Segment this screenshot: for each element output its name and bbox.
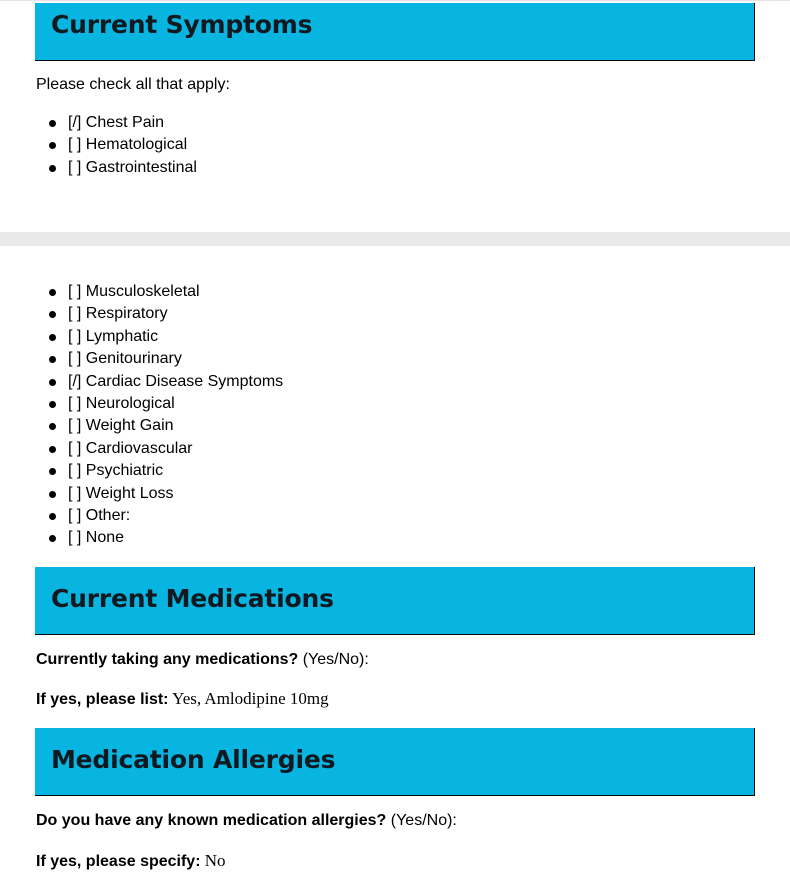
list-item [0,281,283,303]
section-header-medication-allergies [35,728,755,796]
section-title: Current Symptoms [51,10,313,39]
question-label: Currently taking any medications? [36,651,299,668]
bullet-icon [49,401,56,408]
list-item [0,348,283,370]
list-item-label: [ ] Neurological [68,394,175,412]
list-item [0,157,197,179]
answer-text: Yes, Amlodipine 10mg [168,689,329,708]
list-item-label: [ ] Gastrointestinal [68,158,197,176]
list-item-label: [ ] Weight Loss [68,484,174,502]
list-item [0,438,283,460]
list-item [0,505,283,527]
list-item [0,134,197,156]
question-label: Do you have any known medication allergies? [36,812,387,829]
symptoms-instruction: Please check all that apply: [36,76,230,93]
medications-list-question [36,689,329,709]
section-title: Current Medications [51,584,334,613]
bullet-icon [49,535,56,542]
list-item [0,303,283,325]
list-item-label: [ ] Cardiovascular [68,439,193,457]
answer-text: No [200,851,226,870]
bullet-icon [49,446,56,453]
list-item-label: [ ] Lymphatic [68,327,159,345]
list-item [0,527,283,549]
list-item-label: [/] Chest Pain [68,114,165,131]
bullet-icon [49,334,56,341]
list-item-label: [ ] Weight Gain [68,417,174,435]
list-item [0,371,283,393]
bullet-icon [49,356,56,363]
question-label: If yes, please list: [36,691,169,708]
allergies-specify-question [36,851,226,871]
section-title: Medication Allergies [51,745,336,774]
list-item-label: [ ] Genitourinary [68,350,182,368]
bullet-icon [49,289,56,296]
section-header-current-symptoms [35,3,755,61]
symptoms-checklist-continued [0,281,283,550]
list-item [0,415,283,437]
medications-question [36,651,369,669]
bullet-icon [49,120,56,127]
list-item-label: [ ] Hematological [68,136,188,154]
page-separator [0,232,790,246]
question-label: If yes, please specify: [36,853,201,870]
list-item [0,483,283,505]
bullet-icon [49,491,56,498]
list-item-label: [ ] Other: [68,506,131,524]
bullet-icon [49,311,56,318]
list-item [0,112,197,134]
list-item-label: [ ] None [68,529,125,547]
question-hint: (Yes/No): [386,812,457,829]
document-page-1 [0,0,790,233]
document-page-2 [0,246,790,888]
bullet-icon [49,142,56,149]
symptoms-checklist [0,112,197,179]
list-item-label: [ ] Respiratory [68,305,168,323]
bullet-icon [49,468,56,475]
question-hint: (Yes/No): [298,651,369,668]
list-item [0,460,283,482]
list-item-label: [ ] Psychiatric [68,462,164,480]
allergies-question [36,812,457,830]
bullet-icon [49,165,56,172]
bullet-icon [49,513,56,520]
section-header-current-medications [35,567,755,635]
list-item-label: [/] Cardiac Disease Symptoms [68,372,284,390]
bullet-icon [49,423,56,430]
bullet-icon [49,379,56,386]
list-item [0,393,283,415]
list-item-label: [ ] Musculoskeletal [68,283,200,300]
list-item [0,326,283,348]
